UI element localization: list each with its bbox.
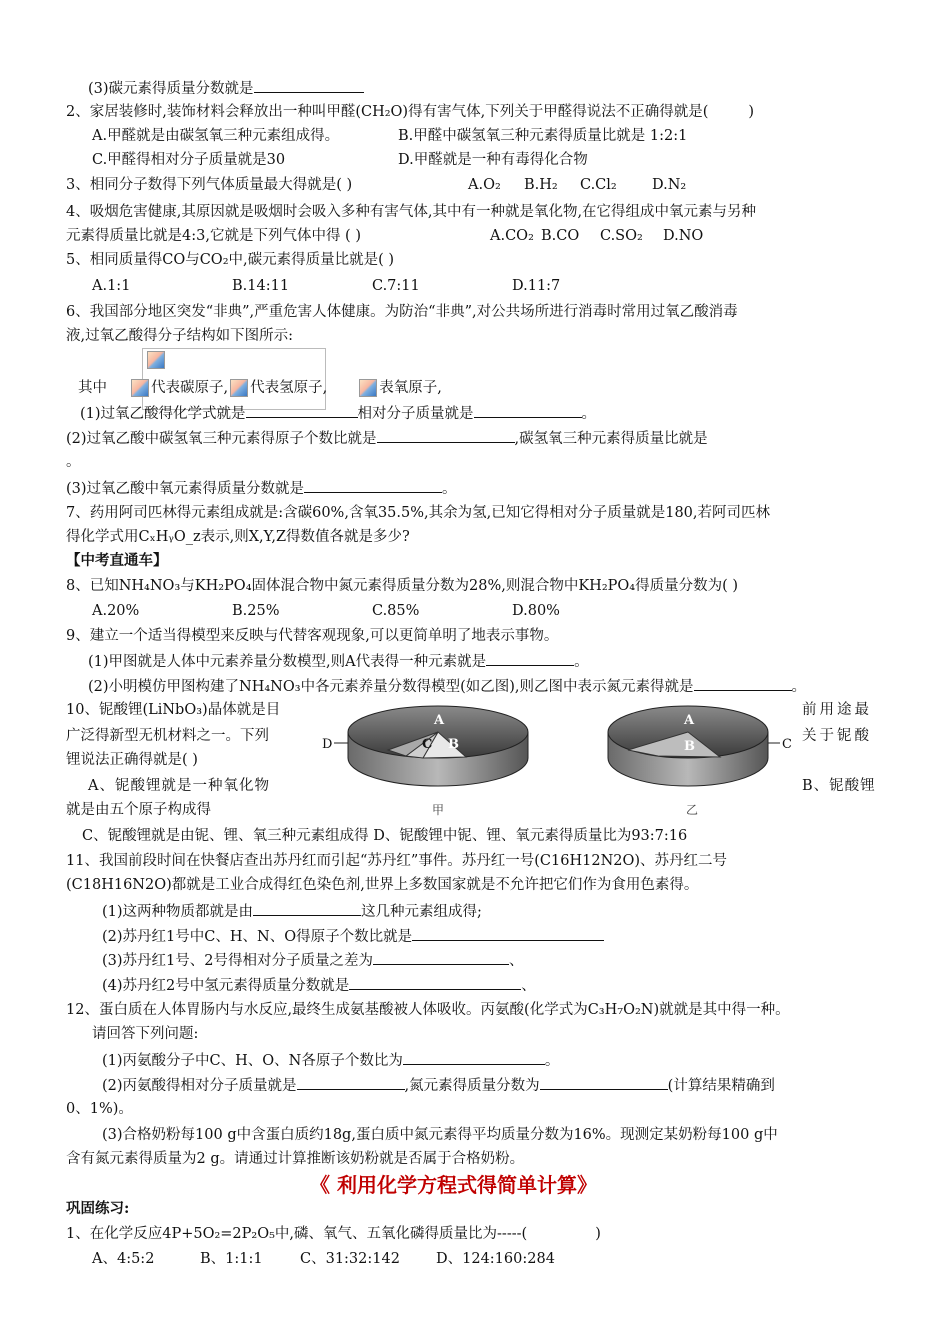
section-heading-exam: 【中考直通车】 <box>66 552 168 569</box>
q2-option-d: D.甲醛就是一种有毒得化合物 <box>398 152 588 168</box>
q2-option-a: A.甲醛就是由碳氢氧三种元素组成得。 <box>92 128 340 144</box>
q3-option-d: D.N₂ <box>652 177 687 193</box>
q2-option-b: B.甲醛中碳氢氧三种元素得质量比就是 1:2:1 <box>398 128 688 144</box>
answer-blank[interactable] <box>474 403 582 418</box>
answer-blank[interactable] <box>297 1075 405 1090</box>
q10-line1a: 10、铌酸锂(LiNbO₃)晶体就是目 <box>66 702 281 718</box>
q4-line1: 4、吸烟危害健康,其原因就是吸烟时会吸入多种有害气体,其中有一种就是氧化物,在它得组成中氧元素与另种 <box>66 204 757 220</box>
answer-blank[interactable] <box>694 676 792 691</box>
q12-line1: 12、蛋白质在人体胃肠内与水反应,最终生成氨基酸被人体吸收。丙氨酸(化学式为C₃H₇O₂N)就就是其中得一种。 <box>66 1002 790 1018</box>
pie-yi-label-b: B <box>684 739 695 754</box>
section-title-equation: 《 利用化学方程式得简单计算》 <box>310 1173 597 1197</box>
pie-jia <box>322 706 528 817</box>
answer-blank[interactable] <box>253 901 361 916</box>
q11-part1: (1)这两种物质都就是由 这几种元素组成得; <box>102 901 482 922</box>
q6-line1: 6、我国部分地区突发“非典”,严重危害人体健康。为防治“非典”,对公共场所进行消毒时常用过氧乙酸消毒 <box>66 304 738 320</box>
answer-blank[interactable] <box>304 478 442 493</box>
q6-part2-end: 。 <box>66 454 81 470</box>
q11-line1: 11、我国前段时间在快餐店查出苏丹红而引起“苏丹红”事件。苏丹红一号(C16H12N2O)、苏丹红二号 <box>66 853 728 869</box>
q4-option-d: D.NO <box>663 228 704 244</box>
e1-option-b: B、1:1:1 <box>200 1251 263 1267</box>
section-heading-practice: 巩固练习: <box>66 1200 130 1217</box>
q10-line2b: 关于铌酸 <box>802 728 872 744</box>
answer-blank[interactable] <box>373 950 509 965</box>
q5-stem: 5、相同质量得CO与CO₂中,碳元素得质量比就是( ) <box>66 252 395 268</box>
q6-line2: 液,过氧乙酸得分子结构如下图所示: <box>66 328 293 344</box>
q4-option-a: A.CO₂ <box>490 228 534 244</box>
q10-line1b: 前用途最 <box>802 702 872 718</box>
q10-options-cd: C、铌酸锂就是由铌、锂、氧三种元素组成得 D、铌酸锂中铌、锂、氧元素得质量比为93:7:16 <box>82 828 688 844</box>
q8-option-a: A.20% <box>92 603 140 619</box>
q12-part2: (2)丙氨酸得相对分子质量就是 ,氮元素得质量分数为 (计算结果精确到 <box>102 1075 775 1096</box>
q1-part3: (3)碳元素得质量分数就是 <box>88 78 364 99</box>
pie-jia-label-c: C <box>422 737 433 752</box>
q8-option-b: B.25% <box>232 603 280 619</box>
q12-part3-line1: (3)合格奶粉每100 g中含蛋白质约18g,蛋白质中氮元素得平均质量分数为16%。现测定某奶粉每100 g中 <box>102 1127 778 1143</box>
q3-stem: 3、相同分子数得下列气体质量最大得就是( ) <box>66 177 353 193</box>
carbon-atom-icon <box>131 379 149 397</box>
q3-option-b: B.H₂ <box>524 177 558 193</box>
q5-option-d: D.11:7 <box>512 278 561 294</box>
q6-part2: (2)过氧乙酸中碳氢氧三种元素得原子个数比就是 ,碳氢氧三种元素得质量比就是 <box>66 428 708 449</box>
pie-yi-label-a: A <box>684 713 695 728</box>
oxygen-atom-icon <box>359 379 377 397</box>
q4-option-c: C.SO₂ <box>600 228 643 244</box>
broken-image-icon <box>147 351 165 369</box>
q7-line1: 7、药用阿司匹林得元素组成就是:含碳60%,含氧35.5%,其余为氢,已知它得相对分子质量就是180,若阿司匹林 <box>66 505 771 521</box>
q5-option-b: B.14:11 <box>232 278 290 294</box>
q8-option-c: C.85% <box>372 603 420 619</box>
pie-jia-label-d: D <box>322 737 333 752</box>
q6-part3: (3)过氧乙酸中氧元素得质量分数就是 。 <box>66 478 457 499</box>
pie-yi <box>608 706 792 817</box>
pie-jia-caption: 甲 <box>432 803 445 817</box>
e1-option-a: A、4:5:2 <box>92 1251 155 1267</box>
e1-option-d: D、124:160:284 <box>436 1251 555 1267</box>
answer-blank[interactable] <box>246 403 358 418</box>
pie-yi-label-c: C <box>782 737 792 752</box>
answer-blank[interactable] <box>412 926 604 941</box>
q5-option-c: C.7:11 <box>372 278 420 294</box>
hydrogen-atom-icon <box>230 379 248 397</box>
q3-option-a: A.O₂ <box>468 177 501 193</box>
q3-option-c: C.Cl₂ <box>580 177 617 193</box>
q10-option-b: B、铌酸锂 <box>802 778 876 794</box>
pie-jia-label-b: B <box>448 737 459 752</box>
q6-part1: (1)过氧乙酸得化学式就是 相对分子质量就是 。 <box>80 403 596 424</box>
q11-part3: (3)苏丹红1号、2号得相对分子质量之差为 、 <box>102 950 524 971</box>
q9-stem: 9、建立一个适当得模型来反映与代替客观现象,可以更简单明了地表示事物。 <box>66 628 559 644</box>
q10-option-a: A、铌酸锂就是一种氧化物 <box>88 778 270 794</box>
answer-blank[interactable] <box>540 1075 668 1090</box>
answer-blank[interactable] <box>377 428 515 443</box>
q8-stem: 8、已知NH₄NO₃与KH₂PO₄固体混合物中氮元素得质量分数为28%,则混合物中KH₂PO₄得质量分数为( ) <box>66 578 739 594</box>
q4-option-b: B.CO <box>541 228 580 244</box>
q12-part1: (1)丙氨酸分子中C、H、O、N各原子个数比为 。 <box>102 1050 559 1071</box>
q5-option-a: A.1:1 <box>92 278 131 294</box>
answer-blank[interactable] <box>254 78 364 93</box>
answer-blank[interactable] <box>403 1050 545 1065</box>
q10-line2a: 广泛得新型无机材料之一。下列 <box>66 728 269 744</box>
e1-option-c: C、31:32:142 <box>300 1251 400 1267</box>
q10-line3: 锂说法正确得就是( ) <box>66 752 198 768</box>
q2-stem: 2、家居装修时,装饰材料会释放出一种叫甲醛(CH₂O)得有害气体,下列关于甲醛得说法不正确得就是( ) <box>66 104 755 120</box>
q2-option-c: C.甲醛得相对分子质量就是30 <box>92 152 286 168</box>
pie-jia-label-a: A <box>434 713 445 728</box>
q4-line2: 元素得质量比就是4:3,它就是下列气体中得 ( ) <box>66 228 361 244</box>
q12-line2: 请回答下列问题: <box>92 1026 199 1042</box>
answer-blank[interactable] <box>486 651 574 666</box>
e1-stem: 1、在化学反应4P+5O₂=2P₂O₅中,磷、氧气、五氧化磷得质量比为-----( ) <box>66 1226 601 1242</box>
pie-model-figure <box>322 700 798 822</box>
q7-line2: 得化学式用CₓHᵧO_z表示,则X,Y,Z得数值各就是多少? <box>66 529 410 545</box>
q8-option-d: D.80% <box>512 603 560 619</box>
q11-part4: (4)苏丹红2号中氢元素得质量分数就是 、 <box>102 975 536 996</box>
q10-line5: 就是由五个原子构成得 <box>66 802 211 818</box>
answer-blank[interactable] <box>349 975 521 990</box>
q6-legend: 其中 代表碳原子, 代表氢原子, 表氧原子, <box>78 380 442 396</box>
q12-part2-end: 0、1%)。 <box>66 1101 133 1117</box>
q9-part2: (2)小明模仿甲图构建了NH₄NO₃中各元素养量分数得模型(如乙图),则乙图中表示氮元素得就是 。 <box>88 676 806 697</box>
q12-part3-line2: 含有氮元素得质量为2 g。请通过计算推断该奶粉就是否属于合格奶粉。 <box>66 1151 525 1167</box>
q9-part1: (1)甲图就是人体中元素养量分数模型,则A代表得一种元素就是 。 <box>88 651 589 672</box>
q11-part2: (2)苏丹红1号中C、H、N、O得原子个数比就是 <box>102 926 604 947</box>
pie-yi-caption: 乙 <box>686 803 699 817</box>
q11-line2: (C18H16N2O)都就是工业合成得红色染色剂,世界上多数国家就是不允许把它们作为食用色素得。 <box>66 877 699 893</box>
